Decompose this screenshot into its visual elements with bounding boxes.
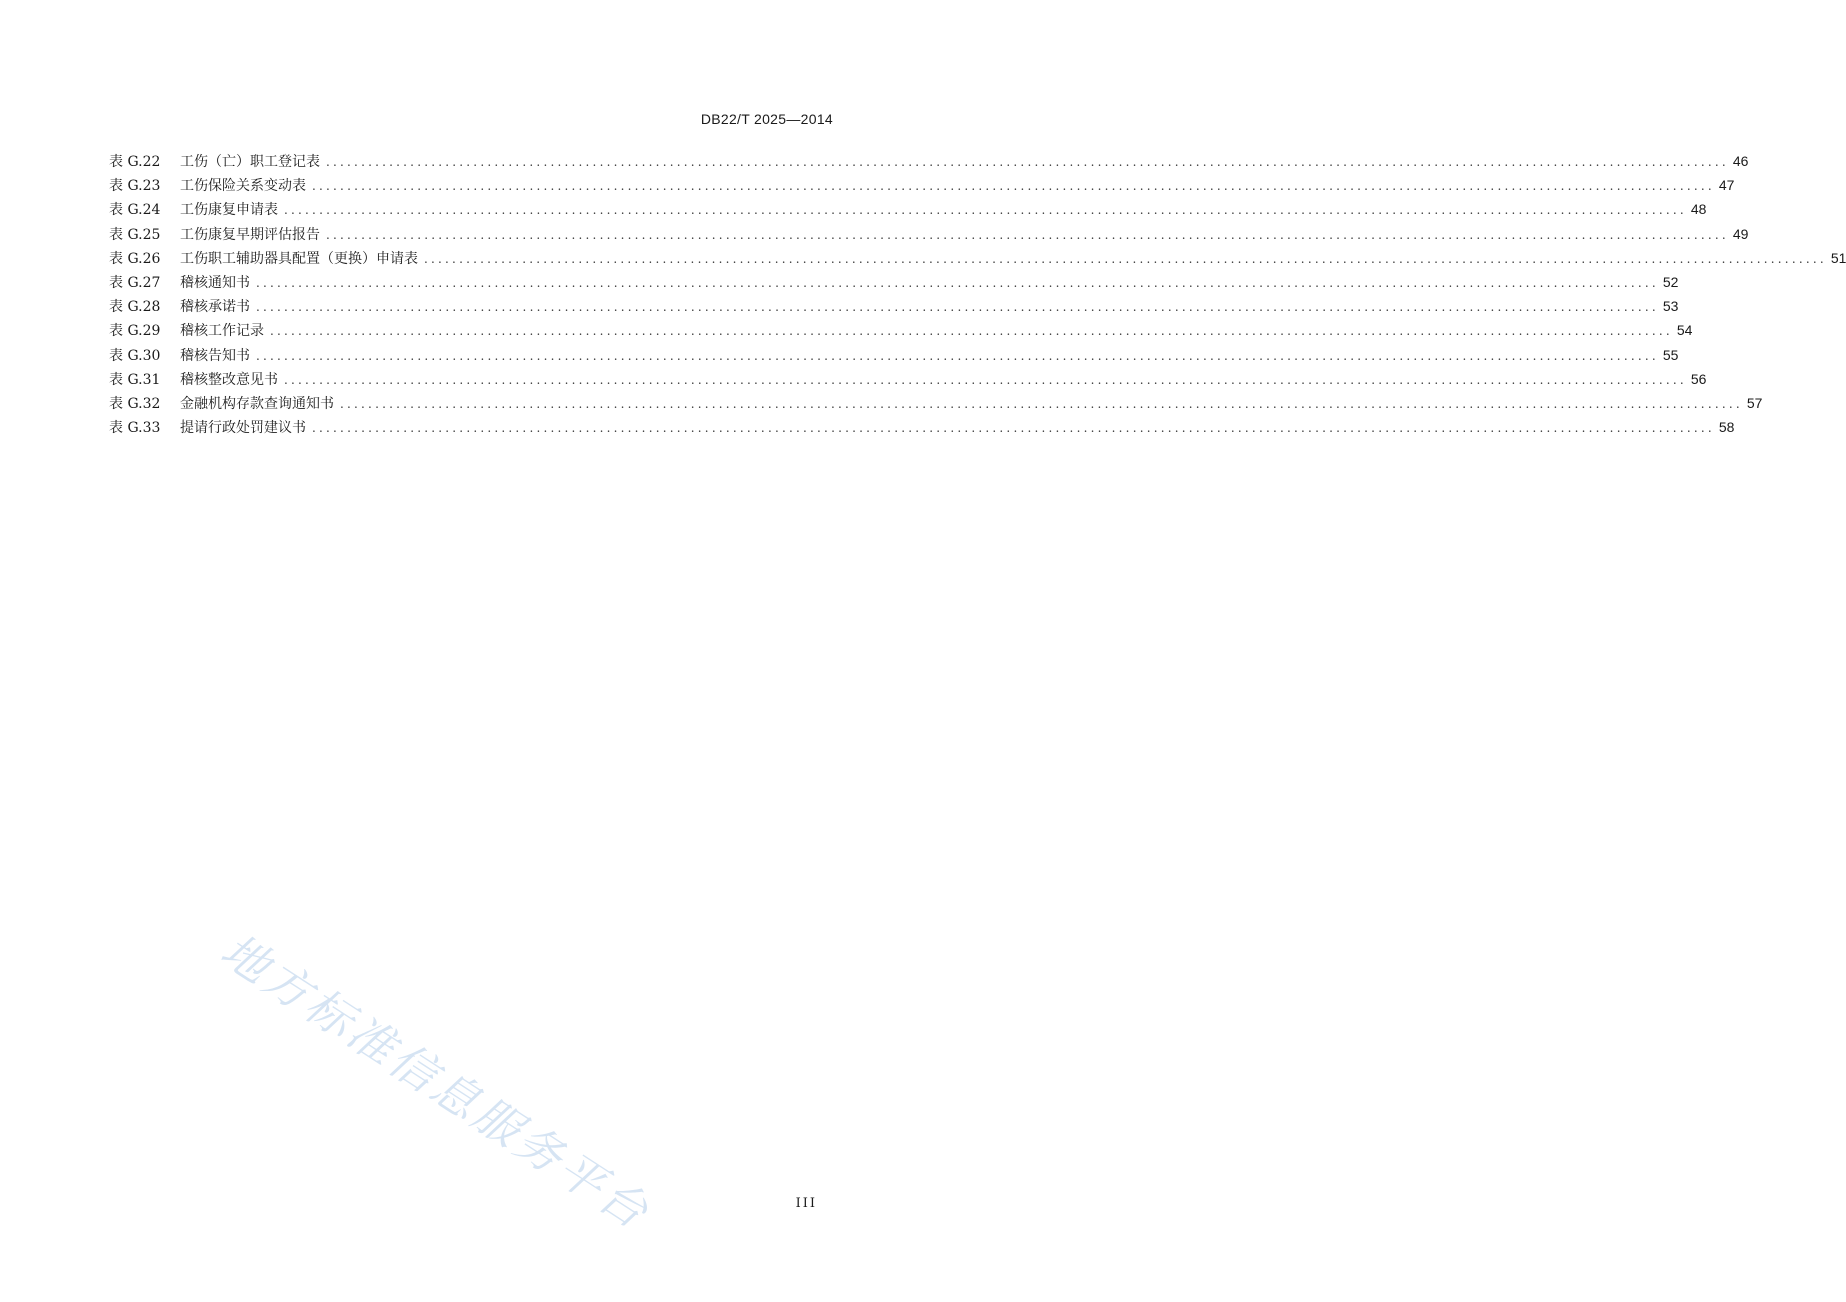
toc-entry-number: 表 G.28 bbox=[109, 299, 161, 316]
toc-dot-leader: ........................................................................................................................................................................................................ bbox=[256, 300, 1659, 315]
toc-entry-title: 稽核整改意见书 bbox=[180, 371, 278, 388]
toc-entry-page: 57 bbox=[1746, 394, 1763, 411]
toc-entry-page: 48 bbox=[1690, 201, 1707, 218]
toc-entry-number: 表 G.31 bbox=[109, 371, 161, 388]
toc-entry[interactable] bbox=[109, 343, 1679, 367]
toc-entry-title: 提请行政处罚建议书 bbox=[180, 420, 306, 437]
document-code: DB22/T 2025—2014 bbox=[700, 111, 833, 127]
toc-entry-title: 金融机构存款查询通知书 bbox=[180, 395, 334, 412]
toc-entry[interactable] bbox=[109, 415, 1735, 439]
toc-entry-number: 表 G.23 bbox=[109, 178, 161, 195]
toc-entry-page: 47 bbox=[1718, 177, 1735, 194]
toc-entry[interactable] bbox=[109, 270, 1679, 294]
toc-entry[interactable] bbox=[109, 197, 1707, 221]
toc-entry-title: 工伤保险关系变动表 bbox=[180, 178, 306, 195]
toc-entry-page: 51 bbox=[1830, 249, 1846, 266]
toc-entry-title: 工伤康复早期评估报告 bbox=[180, 226, 320, 243]
toc-entry-page: 46 bbox=[1732, 153, 1749, 169]
toc-entry-number: 表 G.25 bbox=[109, 226, 161, 243]
toc-entry[interactable] bbox=[109, 318, 1693, 342]
toc-entry-number: 表 G.32 bbox=[109, 395, 161, 412]
toc-entry-title: 稽核通知书 bbox=[180, 274, 250, 291]
watermark: 地方标准信息服务平台 bbox=[211, 922, 661, 1241]
toc-entry-page: 58 bbox=[1718, 419, 1735, 436]
toc-dot-leader: ........................................................................................................................................................................................................ bbox=[284, 372, 1687, 387]
toc-entry-title: 稽核承诺书 bbox=[180, 299, 250, 316]
toc-entry-number: 表 G.30 bbox=[109, 347, 161, 364]
toc-entry-page: 49 bbox=[1732, 225, 1749, 242]
toc-dot-leader: ........................................................................................................................................................................................................ bbox=[326, 155, 1729, 169]
toc-entry-page: 55 bbox=[1662, 346, 1679, 363]
toc-entry-title: 工伤职工辅助器具配置（更换）申请表 bbox=[180, 250, 418, 267]
toc-entry-page: 54 bbox=[1676, 322, 1693, 339]
toc-entry[interactable] bbox=[109, 149, 1749, 173]
toc-entry[interactable] bbox=[109, 367, 1707, 391]
toc-entry-title: 稽核工作记录 bbox=[180, 323, 264, 340]
toc-dot-leader: ........................................................................................................................................................................................................ bbox=[270, 324, 1673, 339]
toc-entry-page: 56 bbox=[1690, 370, 1707, 387]
toc-entry-title: 工伤（亡）职工登记表 bbox=[180, 154, 320, 170]
toc-entry-page: 53 bbox=[1662, 298, 1679, 315]
toc-entry-number: 表 G.27 bbox=[109, 274, 161, 291]
toc-entry[interactable] bbox=[109, 222, 1749, 246]
toc-dot-leader: ........................................................................................................................................................................................................ bbox=[312, 421, 1715, 436]
toc-entry[interactable] bbox=[109, 173, 1735, 197]
toc-entry-number: 表 G.26 bbox=[109, 250, 161, 267]
toc-entry-number: 表 G.33 bbox=[109, 420, 161, 437]
toc-entry-title: 工伤康复申请表 bbox=[180, 202, 278, 219]
toc-entry[interactable] bbox=[109, 246, 1846, 270]
toc-entry-number: 表 G.24 bbox=[109, 202, 161, 219]
toc-dot-leader: ........................................................................................................................................................................................................ bbox=[424, 251, 1827, 266]
toc-entry[interactable] bbox=[109, 391, 1763, 415]
toc-dot-leader: ........................................................................................................................................................................................................ bbox=[312, 179, 1715, 194]
toc-dot-leader: ........................................................................................................................................................................................................ bbox=[326, 227, 1729, 242]
toc-entry-page: 52 bbox=[1662, 273, 1679, 290]
toc-dot-leader: ........................................................................................................................................................................................................ bbox=[256, 275, 1659, 290]
table-of-contents bbox=[109, 149, 1846, 439]
toc-entry-number: 表 G.22 bbox=[109, 154, 161, 170]
toc-entry[interactable] bbox=[109, 294, 1679, 318]
toc-entry-number: 表 G.29 bbox=[109, 323, 161, 340]
page-number: III bbox=[795, 1196, 817, 1211]
toc-entry-title: 稽核告知书 bbox=[180, 347, 250, 364]
toc-dot-leader: ........................................................................................................................................................................................................ bbox=[284, 203, 1687, 218]
toc-dot-leader: ........................................................................................................................................................................................................ bbox=[340, 396, 1743, 411]
toc-dot-leader: ........................................................................................................................................................................................................ bbox=[256, 348, 1659, 363]
